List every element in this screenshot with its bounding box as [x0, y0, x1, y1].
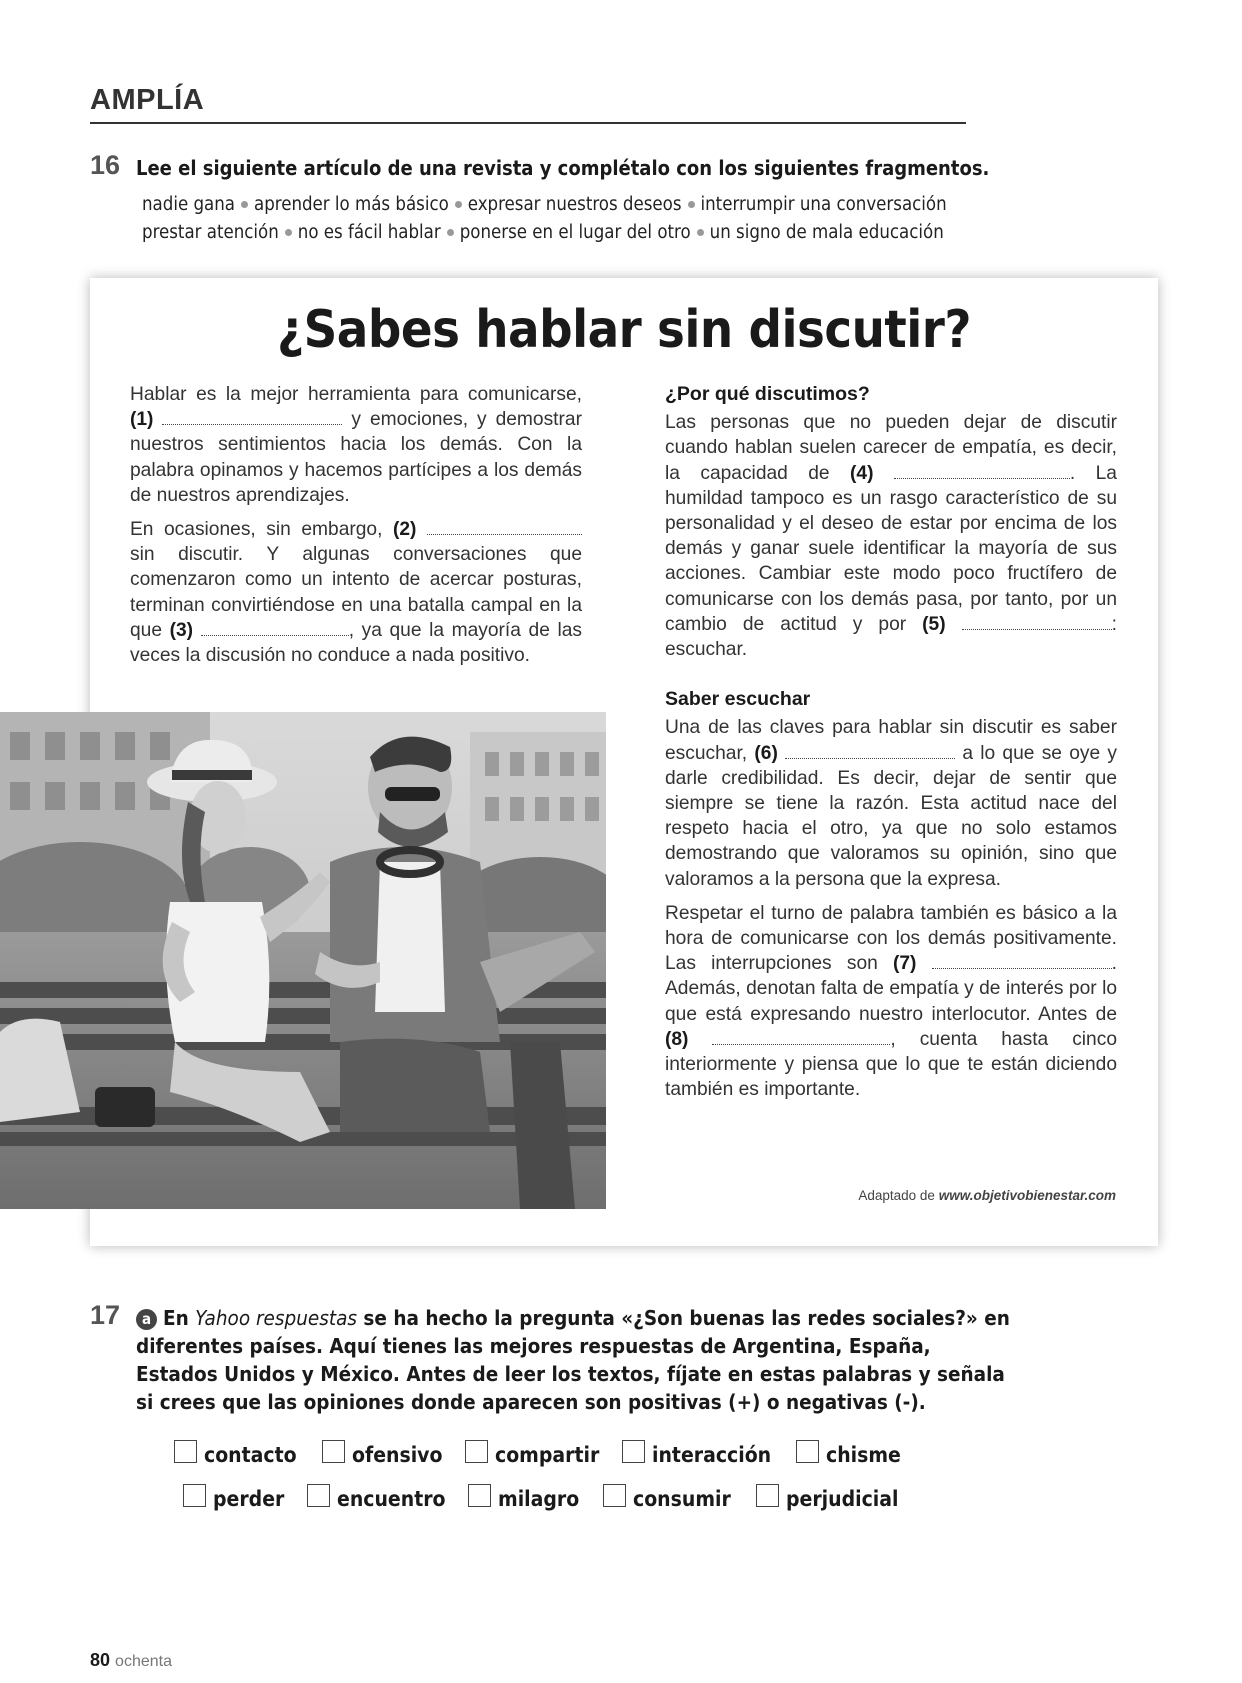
blank-number: (7): [893, 953, 917, 975]
paragraph: Las personas que no pueden dejar de discutir cuando hablan suelen carecer de empatía, es decir, la capacidad de (4) . La humildad tampoco es un rasgo característico de su personalidad y el deseo de estar por encima de los demás y ganar suele identificar la mayoría de sus acciones. Cambiar este modo poco fructífero de comunicarse con los demás pasa, por tanto, por un cambio de actitud y por (5) : escuchar.: [665, 412, 1117, 661]
paragraph: Una de las claves para hablar sin discutir es saber escuchar, (6) a lo que se oye y darle credibilidad. Es decir, dejar de sentir que siempre se tiene la razón. Esta actitud nace del respeto hacia el otro, ya que no solo estamos demostrando que valoramos su opinión, sino que valoramos a la persona que la expresa.: [665, 717, 1117, 890]
checkbox-icon[interactable]: [796, 1440, 819, 1463]
fragment: aprender lo más básico: [254, 194, 449, 215]
fragment: expresar nuestros deseos: [467, 194, 682, 215]
article-source: Adaptado de www.objetivobienestar.com: [858, 1188, 1116, 1203]
checkbox-icon[interactable]: [756, 1484, 779, 1507]
bullet-dot: [688, 201, 695, 208]
checkbox-icon[interactable]: [307, 1484, 330, 1507]
source-url: www.objetivobienestar.com: [938, 1188, 1116, 1203]
subheading: ¿Por qué discutimos?: [665, 383, 870, 405]
exercise-16-number: 16: [90, 150, 121, 180]
fragment: interrumpir una conversación: [700, 194, 947, 215]
fragment: un signo de mala educación: [709, 222, 944, 243]
word-checklist-row-2: [183, 1484, 898, 1511]
blank-number: (3): [169, 619, 194, 641]
blank-line: [932, 955, 1112, 969]
fragment: no es fácil hablar: [297, 222, 441, 243]
word-checkbox[interactable]: chisme: [796, 1440, 901, 1467]
checkbox-icon[interactable]: [322, 1440, 345, 1463]
exercise-16-instruction: Lee el siguiente artículo de una revista y complétalo con los siguientes fragmentos.: [136, 156, 990, 180]
paragraph: Respetar el turno de palabra también es básico a la hora de comunicarse con los demás positivamente. Las interrupciones son (7) . Además, denotan falta de empatía y de interés por lo que está expresando nuestro interlocutor. Antes de (8) , cuenta hasta cinco interiormente y piensa que lo que te están diciendo también es importante.: [665, 902, 1117, 1101]
blank-number: (4): [850, 462, 874, 484]
blank-line: [894, 465, 1070, 479]
article-right-column: [665, 382, 1117, 1111]
checkbox-icon[interactable]: [622, 1440, 645, 1463]
subheading: Saber escuchar: [665, 688, 811, 711]
bullet-dot: [241, 201, 248, 208]
blank-number: (2): [392, 519, 417, 541]
exercise-17-instruction: a En Yahoo respuestas se ha hecho la pregunta «¿Son buenas las redes sociales?» en diferentes países. Aquí tienes las mejores respuestas de Argentina, España, Estados Unidos y México. Antes de leer los textos, fíjate en estas palabras y señala si crees que las opiniones donde aparecen son positivas (+) o negativas (-).: [136, 1306, 1010, 1414]
bullet-dot: [697, 229, 704, 236]
blank-line: [785, 745, 955, 759]
word-checkbox[interactable]: consumir: [603, 1484, 756, 1511]
blank-number: (5): [922, 613, 946, 635]
blank-line: [712, 1031, 890, 1045]
fragment: nadie gana: [142, 194, 235, 215]
blank-line: [162, 411, 342, 425]
checkbox-icon[interactable]: [468, 1484, 491, 1507]
checkbox-icon[interactable]: [174, 1440, 197, 1463]
page-number: 80: [90, 1650, 111, 1670]
fragment-line-1: [142, 194, 947, 215]
word-checkbox[interactable]: milagro: [468, 1484, 603, 1511]
word-checklist-row-1: [174, 1440, 901, 1467]
paragraph: Hablar es la mejor herramienta para comunicarse, (1) y emociones, y demostrar nuestros sentimientos hacia los demás. Con la palabra opinamos y hacemos partícipes a los demás de nuestros aprendizajes.: [130, 384, 582, 506]
blank-number: (1): [130, 409, 154, 431]
section-title: AMPLÍA: [90, 80, 966, 124]
blank-line: [201, 622, 349, 636]
blank-line: [962, 616, 1112, 630]
exercise-17-number: 17: [90, 1300, 121, 1330]
blank-line: [427, 521, 582, 535]
couple-on-bench-photo: [0, 712, 606, 1209]
word-checkbox[interactable]: encuentro: [307, 1484, 468, 1511]
blank-number: (6): [754, 742, 778, 764]
checkbox-icon[interactable]: [465, 1440, 488, 1463]
checkbox-icon[interactable]: [183, 1484, 206, 1507]
article-left-column: [130, 382, 582, 677]
article-photo: [0, 712, 606, 1209]
fragment: prestar atención: [142, 222, 279, 243]
paragraph: En ocasiones, sin embargo, (2) sin discutir. Y algunas conversaciones que comenzaron como un intento de acercar posturas, terminan convirtiéndose en una batalla campal en la que (3) , ya que la mayoría de las veces la discusión no conduce a nada positivo.: [130, 519, 582, 667]
word-checkbox[interactable]: contacto: [174, 1440, 322, 1467]
word-checkbox[interactable]: compartir: [465, 1440, 622, 1467]
word-checkbox[interactable]: ofensivo: [322, 1440, 465, 1467]
bullet-dot: [285, 229, 292, 236]
part-a-badge: a: [136, 1309, 157, 1330]
word-checkbox[interactable]: perjudicial: [756, 1484, 898, 1511]
bullet-dot: [455, 201, 462, 208]
word-checkbox[interactable]: perder: [183, 1484, 307, 1511]
fragment-line-2: [142, 222, 944, 243]
fragment: ponerse en el lugar del otro: [459, 222, 691, 243]
page-number-word: ochenta: [115, 1653, 172, 1670]
page-footer: [90, 1650, 172, 1671]
blank-number: (8): [665, 1028, 689, 1050]
article-title: ¿Sabes hablar sin discutir?: [276, 300, 972, 360]
checkbox-icon[interactable]: [603, 1484, 626, 1507]
word-checkbox[interactable]: interacción: [622, 1440, 796, 1467]
bullet-dot: [447, 229, 454, 236]
